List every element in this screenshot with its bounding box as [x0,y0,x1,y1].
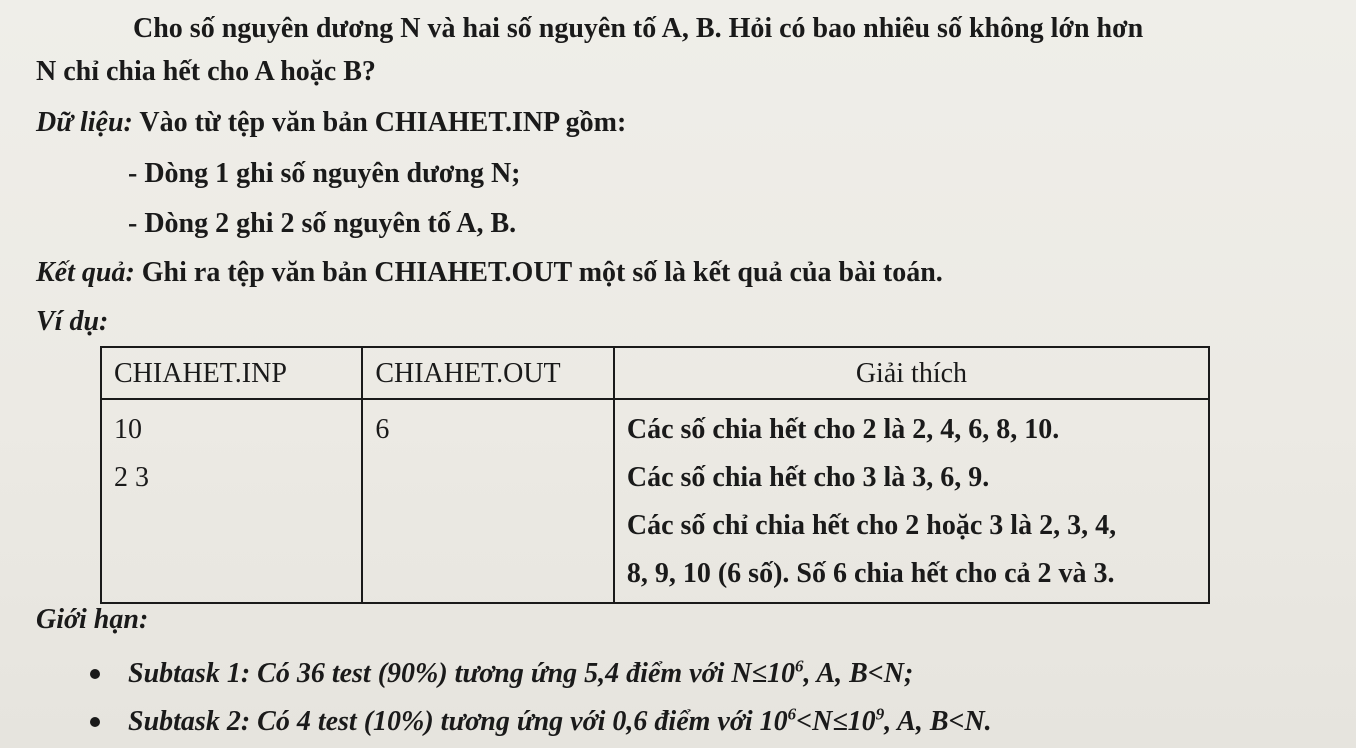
explanation-line-4: 8, 9, 10 (6 số). Số 6 chia hết cho cả 2 và 3. [626,558,1115,589]
subtask-2-suffix: , A, B<N. [884,706,992,737]
intro-line-2: N chỉ chia hết cho A hoặc B? [36,56,376,87]
example-label: Ví dụ: [36,306,109,337]
subtask-1-prefix: Subtask 1: Có 36 test (90%) tương ứng 5,4 điểm với N≤10 [128,658,795,689]
explanation-line-2: Các số chia hết cho 3 là 3, 6, 9. [626,462,990,493]
subtask-1-suffix: , A, B<N; [803,658,914,689]
output-text: Ghi ra tệp văn bản CHIAHET.OUT một số là kết quả của bài toán. [134,257,943,288]
subtask-2-middle: <N≤10 [796,706,876,737]
cell-explanation [614,399,1209,603]
explanation-line-1: Các số chia hết cho 2 là 2, 4, 6, 8, 10. [626,414,1060,445]
subtask-list [90,650,992,746]
input-item-line-1: - Dòng 1 ghi số nguyên dương N; [128,158,521,189]
input-text: Vào từ tệp văn bản CHIAHET.INP gồm: [132,107,627,138]
example-table-header-row [101,347,1209,399]
header-explanation: Giải thích [614,347,1209,399]
subtask-1-exponent: 6 [794,656,804,676]
subtask-item-2 [90,698,992,746]
intro-line-1: Cho số nguyên dương N và hai số nguyên tố A, B. Hỏi có bao nhiêu số không lớn hơn [133,13,1144,44]
input-description [36,106,626,140]
subtask-item-1 [90,650,992,698]
explanation-line-3: Các số chỉ chia hết cho 2 hoặc 3 là 2, 3, 4, [626,510,1117,541]
example-table-row [101,399,1209,603]
header-output-file: CHIAHET.OUT [362,347,614,399]
bullet-icon [90,717,100,727]
input-item-line-2: - Dòng 2 ghi 2 số nguyên tố A, B. [128,208,517,239]
input-value-line-1: 10 [114,414,142,445]
input-label: Dữ liệu: [36,107,133,138]
subtask-2-exponent-1: 6 [787,704,797,724]
output-label: Kết quả: [36,257,135,288]
cell-input [101,399,362,603]
bullet-icon [90,669,100,679]
example-table [100,346,1210,604]
subtask-2-exponent-2: 9 [875,704,885,724]
output-value-line-1: 6 [375,414,390,445]
input-value-line-2: 2 3 [114,462,149,493]
cell-output [362,399,614,603]
subtask-2-prefix: Subtask 2: Có 4 test (10%) tương ứng với 0,6 điểm với 10 [128,706,788,737]
header-input-file: CHIAHET.INP [101,347,362,399]
output-description [36,256,943,290]
limits-label: Giới hạn: [36,604,149,635]
